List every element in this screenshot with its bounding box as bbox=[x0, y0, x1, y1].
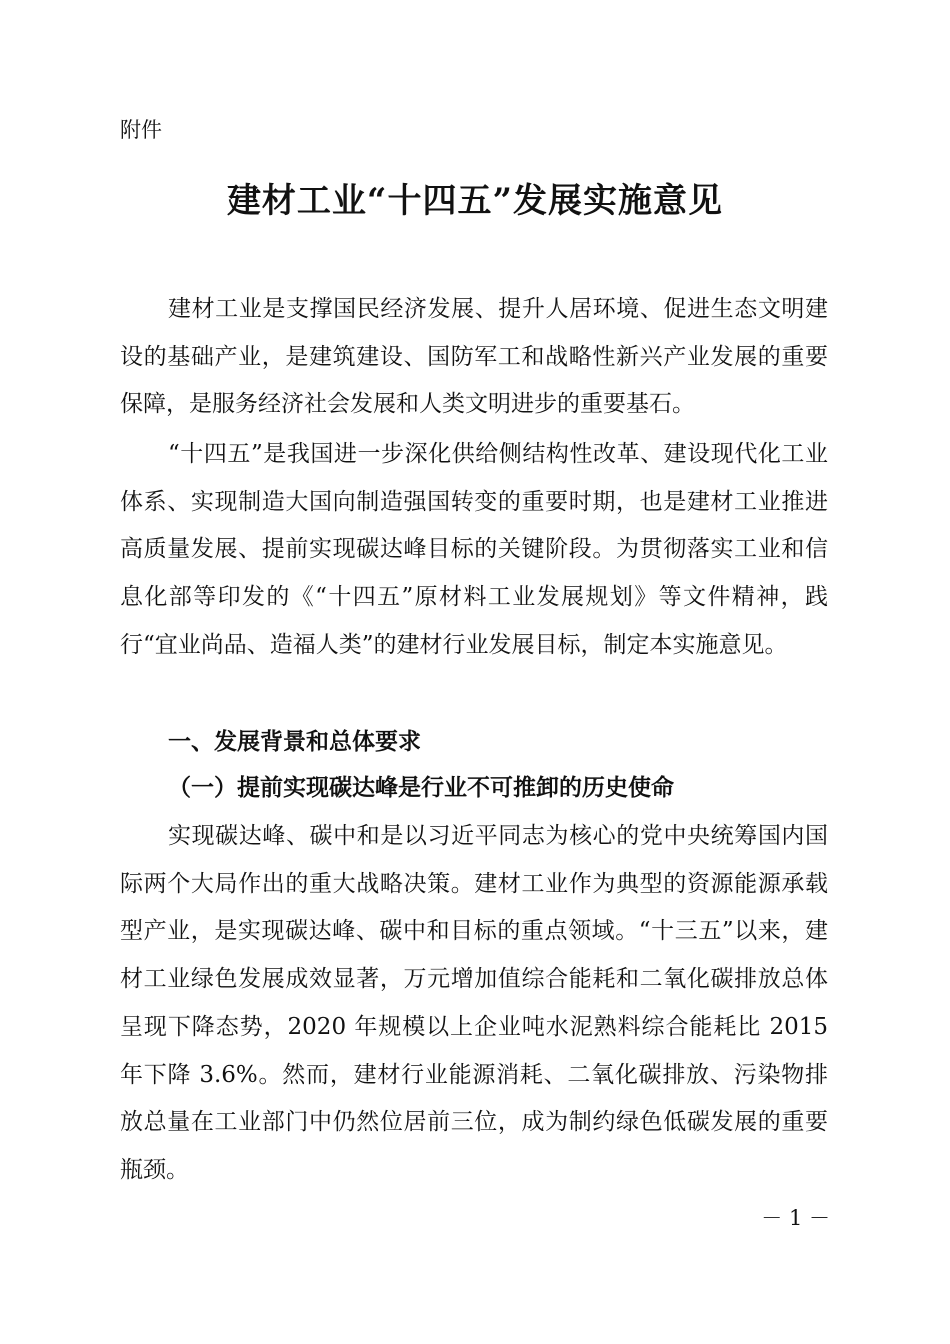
subsection-heading: （一）提前实现碳达峰是行业不可推卸的历史使命 bbox=[168, 774, 674, 801]
section-heading: 一、发展背景和总体要求 bbox=[168, 729, 421, 755]
section-paragraph: 实现碳达峰、碳中和是以习近平同志为核心的党中央统筹国内国际两个大局作出的重大战略决策。建材工业作为典型的资源能源承载型产业，是实现碳达峰、碳中和目标的重点领域。“十三五”以来，建材工业绿色发展成效显著，万元增加值综合能耗和二氧化碳排放总体呈现下降态势，2020 年规模以上企业吨水泥熟料综合能耗比 2015 年下降 3.6%。然而，建材行业能源消耗、二氧化碳排放、污染物排放总量在工业部门中仍然位居前三位，成为制约绿色低碳发展的重要瓶颈。 bbox=[120, 823, 828, 1183]
attachment-label: 附件 bbox=[120, 118, 162, 142]
intro-paragraph-2: “十四五”是我国进一步深化供给侧结构性改革、建设现代化工业体系、实现制造大国向制造强国转变的重要时期，也是建材工业推进高质量发展、提前实现碳达峰目标的关键阶段。为贯彻落实工业和信息化部等印发的《“十四五”原材料工业发展规划》等文件精神，践行“宜业尚品、造福人类”的建材行业发展目标，制定本实施意见。 bbox=[120, 441, 828, 658]
document-title: 建材工业“十四五”发展实施意见 bbox=[226, 181, 724, 221]
page-number: － 1 － bbox=[761, 1206, 830, 1230]
intro-paragraph-1: 建材工业是支撑国民经济发展、提升人居环境、促进生态文明建设的基础产业，是建筑建设、国防军工和战略性新兴产业发展的重要保障，是服务经济社会发展和人类文明进步的重要基石。 bbox=[120, 296, 828, 418]
